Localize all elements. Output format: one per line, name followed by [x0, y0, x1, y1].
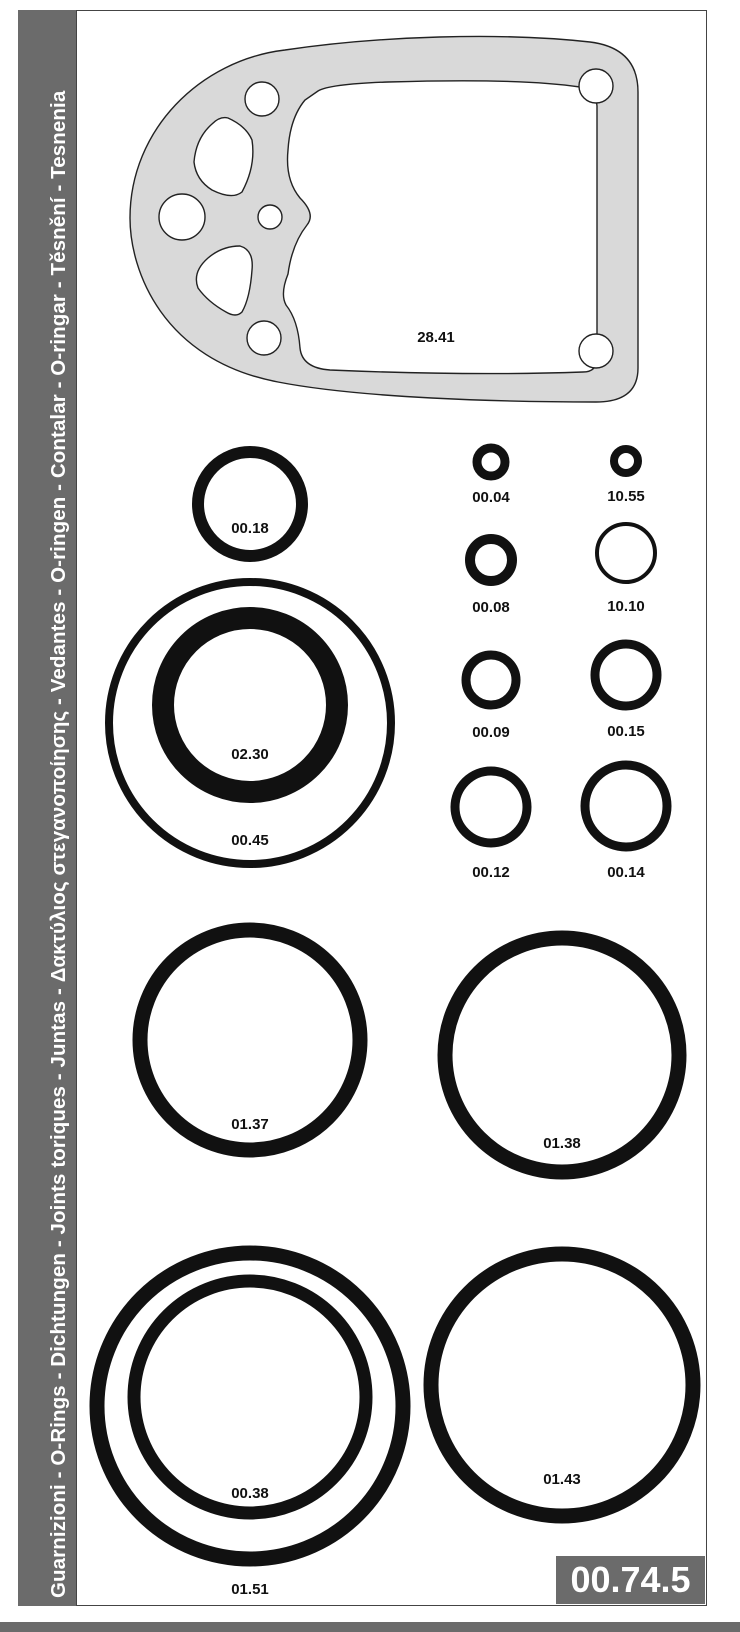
ring-shape	[597, 524, 655, 582]
ring-label: 00.14	[607, 864, 645, 881]
ring-label: 00.45	[231, 832, 269, 849]
ring-shape	[163, 618, 337, 792]
ring-label: 10.10	[607, 598, 645, 615]
ring-00-14	[585, 765, 667, 881]
gasket-hole-bottom-right	[579, 334, 613, 368]
ring-shape	[198, 452, 302, 556]
ring-label: 00.15	[607, 723, 645, 740]
ring-00-18	[198, 452, 302, 556]
gasket-hole-top-left	[245, 82, 279, 116]
ring-shape	[614, 449, 638, 473]
gasket-label: 28.41	[417, 329, 455, 346]
ring-label: 00.04	[472, 489, 510, 506]
gasket-hole-center	[258, 205, 282, 229]
ring-shape	[477, 448, 505, 476]
ring-00-38	[134, 1281, 366, 1513]
ring-shape	[585, 765, 667, 847]
gasket-28-41	[130, 36, 638, 402]
gasket-hole-bottom-left	[247, 321, 281, 355]
ring-00-08	[470, 539, 512, 616]
ring-01-43	[431, 1254, 693, 1516]
ring-10-10	[597, 524, 655, 615]
ring-shape	[595, 644, 657, 706]
ring-01-37	[140, 930, 360, 1150]
ring-label: 10.55	[607, 488, 645, 505]
ring-shape	[466, 655, 516, 705]
ring-00-09	[466, 655, 516, 741]
ring-label: 00.09	[472, 724, 510, 741]
ring-label: 01.38	[543, 1135, 581, 1152]
sidebar-title: Guarnizioni - O-Rings - Dichtungen - Joints toriques - Juntas - Δακτύλιος στεγανοποίησης - Vedantes - O-ringen - Contalar - O-ringar - Těsnění - Tesnenia	[47, 90, 70, 1598]
ring-02-30	[163, 618, 337, 792]
ring-01-38	[445, 938, 679, 1172]
ring-label: 01.43	[543, 1471, 581, 1488]
ring-label: 01.51	[231, 1581, 269, 1598]
ring-label: 00.12	[472, 864, 510, 881]
ring-label: 00.18	[231, 520, 269, 537]
ring-label: 00.38	[231, 1485, 269, 1502]
ring-shape	[455, 771, 527, 843]
page-code: 00.74.5	[556, 1556, 705, 1604]
ring-00-04	[472, 448, 510, 506]
ring-00-12	[455, 771, 527, 881]
ring-shape	[134, 1281, 366, 1513]
ring-00-15	[595, 644, 657, 740]
ring-shape	[470, 539, 512, 581]
gasket-hole-left	[159, 194, 205, 240]
ring-label: 02.30	[231, 746, 269, 763]
ring-label: 00.08	[472, 599, 510, 616]
bottom-bar	[0, 1622, 740, 1632]
gasket-hole-top-right	[579, 69, 613, 103]
ring-10-55	[607, 449, 645, 505]
ring-label: 01.37	[231, 1116, 269, 1133]
